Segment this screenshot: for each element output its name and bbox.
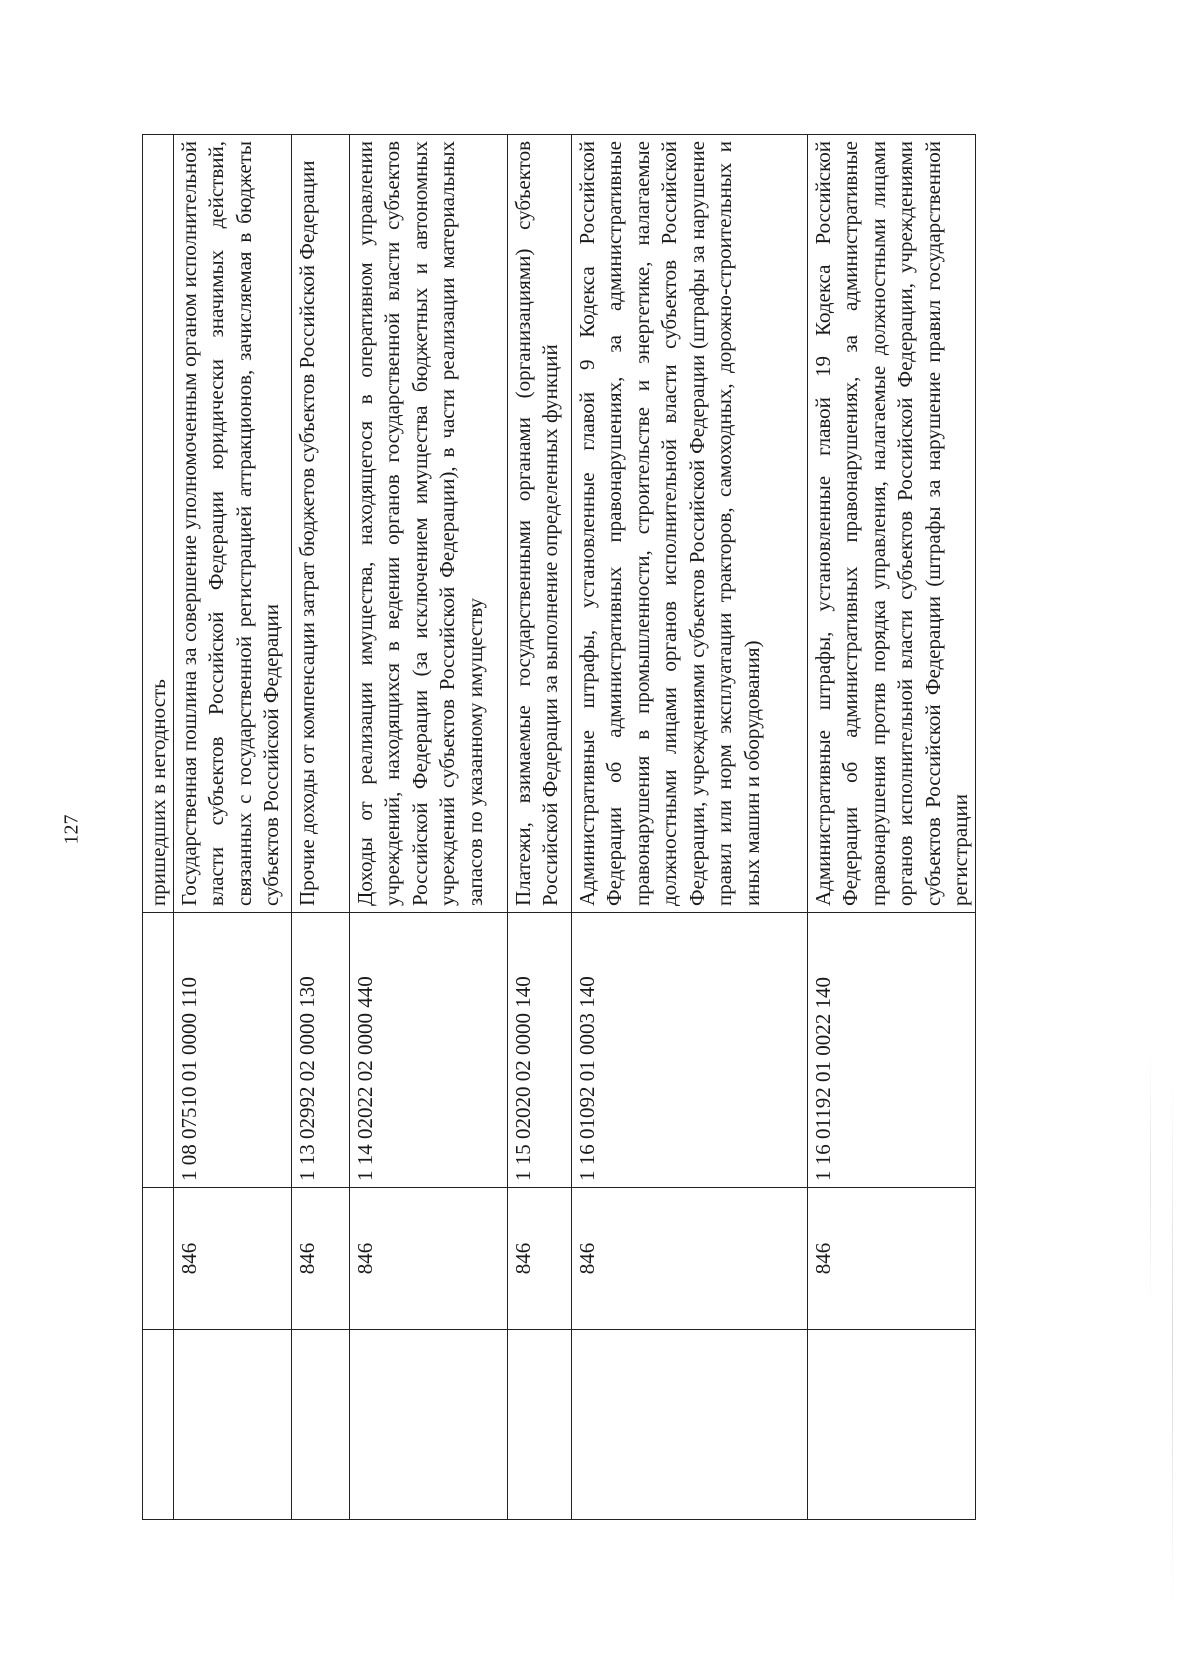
income-code: 1 14 02022 02 0000 440 — [349, 913, 507, 1188]
admin-code: 846 — [291, 1188, 349, 1330]
income-codes-table — [142, 134, 976, 1520]
page-number: 127 — [60, 814, 83, 845]
rotated-table-page — [142, 135, 1052, 1520]
income-description: Прочие доходы от компенсации затрат бюджетов субъектов Российской Федерации — [291, 135, 349, 913]
income-description: Государственная пошлина за совершение уполномоченным органом исполнительной власти субъектов Российской Федерации юридически значимых действий, связанных с государственной регистрацией аттракционов, зачисляемая в бюджеты субъектов Российской Федерации — [173, 135, 291, 913]
cell-empty — [291, 1330, 349, 1520]
table-row — [349, 135, 507, 1520]
cell-empty — [143, 1188, 174, 1330]
cell-empty — [143, 913, 174, 1188]
table-row — [507, 135, 571, 1520]
cell-empty — [173, 1330, 291, 1520]
cell-empty — [349, 1330, 507, 1520]
admin-code: 846 — [507, 1188, 571, 1330]
table-row — [571, 135, 807, 1520]
table-row-continued — [143, 135, 174, 1520]
income-description: Административные штрафы, установленные главой 9 Кодекса Российской Федерации об административных правонарушениях, за административные правонарушения в промышленности, строительстве и энергетике, налагаемые должностными лицами органов исполнительной власти субъектов Российской Федерации, учреждениями субъектов Российской Федерации (штрафы за нарушение правил или норм эксплуатации тракторов, самоходных, дорожно-строительных и иных машин и оборудования) — [571, 135, 807, 913]
admin-code: 846 — [807, 1188, 975, 1330]
table-row — [173, 135, 291, 1520]
continued-description: пришедших в негодность — [143, 135, 174, 913]
income-description: Доходы от реализации имущества, находящегося в оперативном управлении учреждений, находящихся в ведении органов государственной власти субъектов Российской Федерации (за исключением имущества бюджетных и автономных учреждений субъектов Российской Федерации), в части реализации материальных запасов по указанному имуществу — [349, 135, 507, 913]
scan-artifact-line — [1150, 1050, 1151, 1310]
income-code: 1 13 02992 02 0000 130 — [291, 913, 349, 1188]
cell-empty — [571, 1330, 807, 1520]
admin-code: 846 — [173, 1188, 291, 1330]
income-code: 1 16 01092 01 0003 140 — [571, 913, 807, 1188]
income-code: 1 08 07510 01 0000 110 — [173, 913, 291, 1188]
table-row — [807, 135, 975, 1520]
scan-artifact-line — [1172, 1080, 1173, 1600]
admin-code: 846 — [571, 1188, 807, 1330]
cell-empty — [807, 1330, 975, 1520]
income-code: 1 16 01192 01 0022 140 — [807, 913, 975, 1188]
cell-empty — [507, 1330, 571, 1520]
income-code: 1 15 02020 02 0000 140 — [507, 913, 571, 1188]
table-row — [291, 135, 349, 1520]
admin-code: 846 — [349, 1188, 507, 1330]
income-description: Платежи, взимаемые государственными органами (организациями) субъектов Российской Федерации за выполнение определенных функций — [507, 135, 571, 913]
income-description: Административные штрафы, установленные главой 19 Кодекса Российской Федерации об административных правонарушениях, за административные правонарушения против порядка управления, налагаемые должностными лицами органов исполнительной власти субъектов Российской Федерации, учреждениями субъектов Российской Федерации (штрафы за нарушение правил государственной регистрации — [807, 135, 975, 913]
cell-empty — [143, 1330, 174, 1520]
